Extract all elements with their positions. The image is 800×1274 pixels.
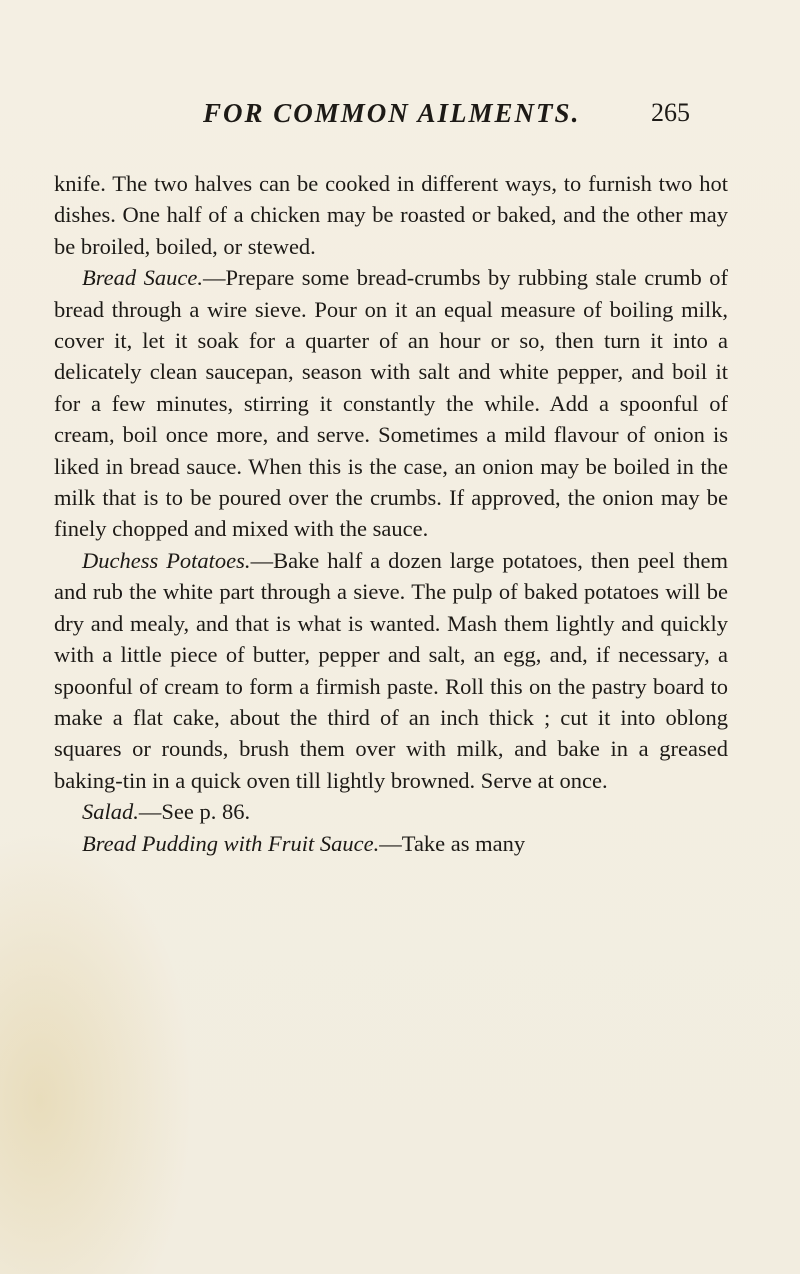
body-text xyxy=(54,168,728,859)
paragraph-text: —See p. 86. xyxy=(138,799,251,825)
recipe-heading: Bread Sauce. xyxy=(82,265,204,291)
paragraph-bread-pudding xyxy=(54,828,728,859)
page-number: 265 xyxy=(651,98,690,127)
paragraph-text: knife. The two halves can be cooked in different ways, to furnish two hot dishes. One half of a chicken may be roasted or baked, and the other may be broiled, boiled, or stewed. xyxy=(54,171,728,259)
page-header xyxy=(0,98,800,134)
paragraph-bread-sauce xyxy=(54,262,728,545)
running-title: FOR COMMON AILMENTS. xyxy=(203,98,581,128)
recipe-heading: Duchess Potatoes. xyxy=(82,547,251,573)
paragraph-text: —Bake half a dozen large potatoes, then peel them and rub the white part through a sieve. The pulp of baked potatoes will be dry and mealy, and that is what is wanted. Mash them lightly and quickly with a little piece of butter, pepper and salt, an egg, and, if necessary, a spoonful of cream to form a firmish paste. Roll this on the pastry board to make a flat cake, about the third of an inch thick ; cut it into oblong squares or rounds, brush them over with milk, and bake in a greased baking-tin in a quick oven till lightly browned. Serve at once. xyxy=(54,547,728,793)
recipe-heading: Salad. xyxy=(82,799,139,825)
paragraph-knife xyxy=(54,168,728,262)
recipe-heading: Bread Pudding with Fruit Sauce. xyxy=(82,830,380,856)
paragraph-text: —Prepare some bread-crumbs by rubbing stale crumb of bread through a wire sieve. Pour on it an equal measure of boiling milk, cover it, let it soak for a quarter of an hour or so, then turn it into a delicately clean saucepan, season with salt and white pepper, and boil it for a few minutes, stirring it constantly the while. Add a spoonful of cream, boil once more, and serve. Sometimes a mild flavour of onion is liked in bread sauce. When this is the case, an onion may be boiled in the milk that is to be poured over the crumbs. If approved, the onion may be finely chopped and mixed with the sauce. xyxy=(54,265,729,542)
paragraph-text: —Take as many xyxy=(379,830,526,856)
paragraph-duchess-potatoes xyxy=(54,545,728,796)
paragraph-salad xyxy=(54,796,728,827)
